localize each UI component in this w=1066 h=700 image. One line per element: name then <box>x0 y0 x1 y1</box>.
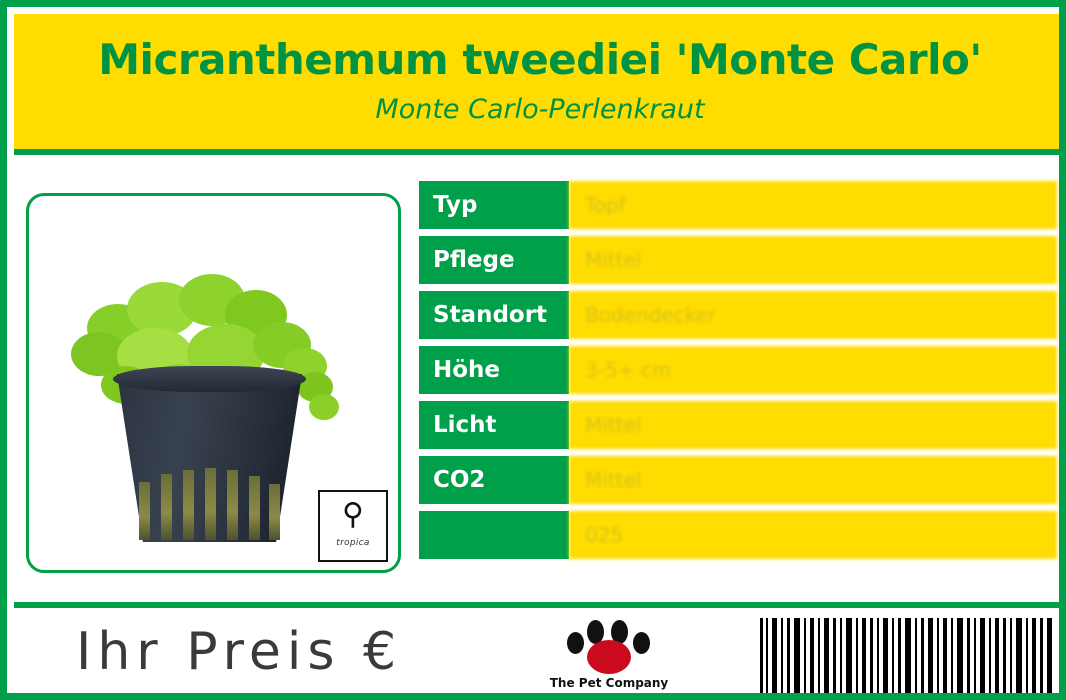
spec-key: CO2 <box>419 456 569 504</box>
specification-table <box>419 181 1057 566</box>
price-label: Ihr Preis € <box>76 622 403 682</box>
spec-key <box>419 511 569 559</box>
table-row <box>419 346 1057 394</box>
tropica-label: tropica <box>336 538 370 548</box>
tropica-watermark <box>318 490 388 562</box>
spec-key: Höhe <box>419 346 569 394</box>
tropica-icon: ⚲ <box>342 497 364 532</box>
paw-icon <box>565 620 653 674</box>
spec-value: Mittel <box>569 456 1057 504</box>
spec-value: Bodendecker <box>569 291 1057 339</box>
pot-graphic <box>117 374 302 542</box>
spec-key: Typ <box>419 181 569 229</box>
spec-key: Pflege <box>419 236 569 284</box>
spec-value: Mittel <box>569 236 1057 284</box>
brand-logo <box>519 620 699 690</box>
brand-name: The Pet Company <box>549 676 669 690</box>
spec-key: Standort <box>419 291 569 339</box>
plant-photo-panel <box>26 193 401 573</box>
label-footer <box>14 602 1066 700</box>
barcode <box>758 618 1058 696</box>
spec-value: 025 <box>569 511 1057 559</box>
page-title: Micranthemum tweediei 'Monte Carlo' <box>98 35 982 84</box>
plant-photo <box>29 196 398 570</box>
label-header <box>14 14 1066 155</box>
spec-value: 3-5+ cm <box>569 346 1057 394</box>
label-body <box>14 155 1066 602</box>
page-subtitle: Monte Carlo-Perlenkraut <box>375 94 705 126</box>
spec-key: Licht <box>419 401 569 449</box>
table-row <box>419 236 1057 284</box>
table-row <box>419 291 1057 339</box>
table-row <box>419 456 1057 504</box>
table-row <box>419 401 1057 449</box>
table-row <box>419 181 1057 229</box>
spec-value: Mittel <box>569 401 1057 449</box>
table-row <box>419 511 1057 559</box>
spec-value: Topf <box>569 181 1057 229</box>
